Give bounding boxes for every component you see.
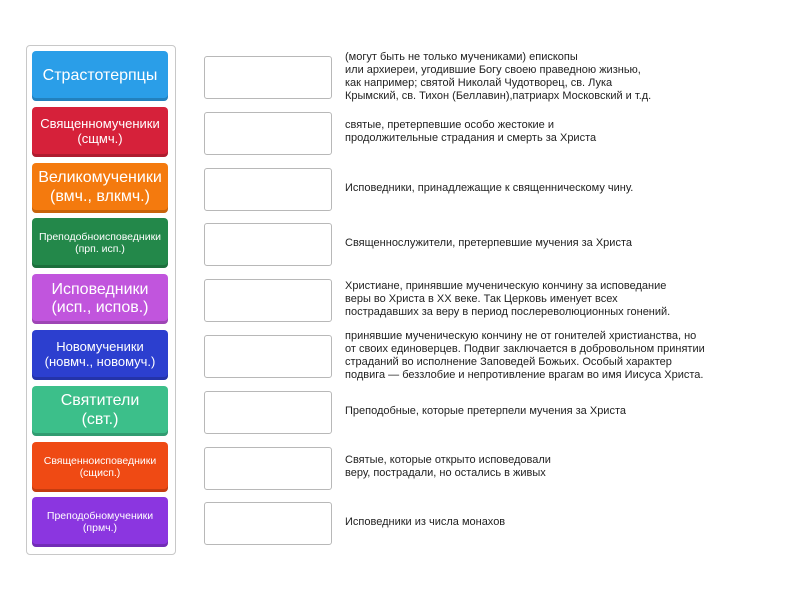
definition-text: Святые, которые открыто исповедовали веру, пострадали, но остались в живых — [345, 454, 551, 480]
card-label: Священномученики (сщмч.) — [40, 115, 160, 146]
card-label: Преподобноисповедники (прп. исп.) — [38, 231, 162, 256]
drop-slot[interactable] — [204, 112, 332, 155]
drop-slot[interactable] — [204, 168, 332, 211]
card-label: Страстотерпцы — [42, 66, 158, 84]
draggable-card[interactable] — [32, 442, 168, 492]
drop-slot[interactable] — [204, 223, 332, 266]
draggable-card[interactable] — [32, 497, 168, 547]
definition-text: Священнослужители, претерпевшие мучения за Христа — [345, 237, 632, 250]
definition-text: Исповедники из числа монахов — [345, 516, 506, 529]
draggable-card[interactable] — [32, 51, 168, 101]
card-label: Священноисповедники (сщисп.) — [43, 454, 157, 479]
drop-slot[interactable] — [204, 335, 332, 378]
definition-text: принявшие мученическую кончину не от гонителей христианства, но от своих единоверцев. Подвиг заключается в добровольном принятии страданий во исполнение Заповедей Божьих. Особый характер подвига — беззлобие и непротивление врагам во имя Иисуса Христа. — [345, 329, 705, 381]
card-label: Великомученики (вмч., влкмч.) — [38, 169, 162, 205]
card-label: Святители (свт.) — [60, 392, 140, 428]
definition-text: Исповедники, принадлежащие к священническому чину. — [345, 181, 634, 194]
draggable-card[interactable] — [32, 218, 168, 268]
definition-text: Преподобные, которые претерпели мучения за Христа — [345, 404, 626, 417]
drop-slot[interactable] — [204, 56, 332, 99]
definition-text: (могут быть не только мучениками) епископы или архиереи, угодившие Богу своею праведною жизнью, как например; святой Николай Чудотворец, св. Лука Крымский, св. Тихон (Беллавин),патриарх Московский и т.д. — [345, 50, 652, 102]
drop-slot[interactable] — [204, 279, 332, 322]
draggable-card[interactable] — [32, 107, 168, 157]
draggable-card[interactable] — [32, 386, 168, 436]
definition-text: Христиане, принявшие мученическую кончину за исповедание веры во Христа в XX веке. Так Церковь именует всех пострадавших за веру в период послереволюционных гонений. — [345, 280, 671, 319]
draggable-card[interactable] — [32, 163, 168, 213]
card-label: Новомученики (новмч., новомуч.) — [44, 339, 156, 369]
drop-slot[interactable] — [204, 447, 332, 490]
card-label: Исповедники (исп., испов.) — [51, 280, 149, 317]
draggable-card[interactable] — [32, 274, 168, 324]
drop-slot[interactable] — [204, 502, 332, 545]
draggable-card[interactable] — [32, 330, 168, 380]
drop-slot[interactable] — [204, 391, 332, 434]
card-label: Преподобномученики (прмч.) — [46, 510, 154, 535]
definition-text: святые, претерпевшие особо жестокие и продолжительные страдания и смерть за Христа — [345, 119, 597, 145]
